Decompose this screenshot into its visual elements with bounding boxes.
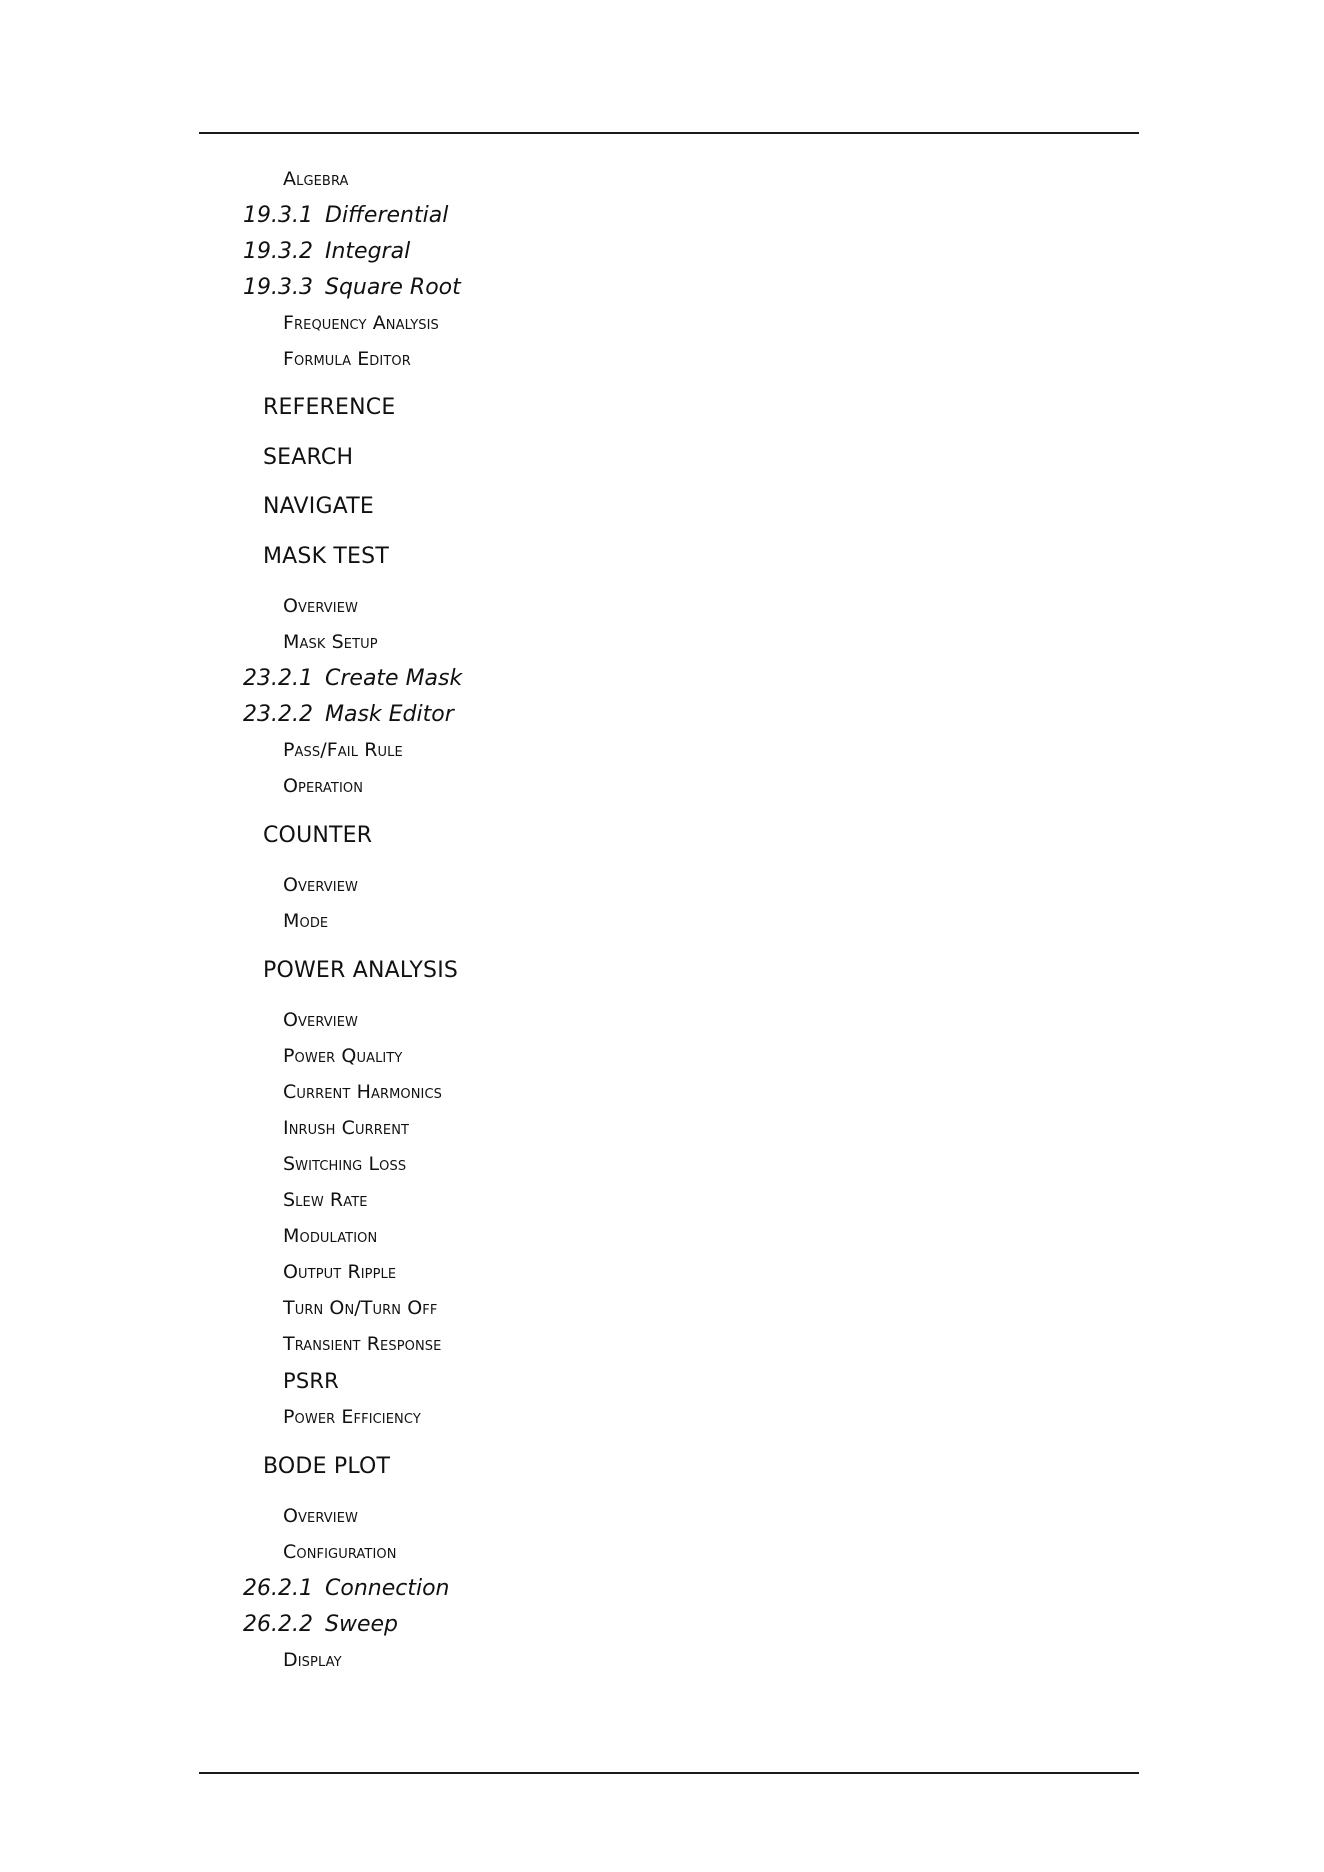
toc-entry[interactable] [283,1335,441,1354]
toc-entry-label: PSRR [283,1369,339,1393]
toc-entry-label: Pass/Fail Rule [283,739,403,761]
toc-entry[interactable] [283,1543,397,1562]
toc-entry[interactable] [283,314,439,333]
toc-entry[interactable] [283,1227,377,1246]
toc-entry[interactable] [243,1614,398,1636]
toc-chapter[interactable] [263,825,372,847]
toc-entry-label: Power Quality [283,1045,403,1067]
toc-entry[interactable] [283,876,358,895]
toc-entry[interactable] [283,1507,358,1526]
toc-entry[interactable] [283,350,411,369]
toc-entry-number: 19.3.2 [243,239,313,264]
toc-entry-number: 26.2.2 [243,1612,313,1637]
toc-entry-label: Display [283,1649,342,1671]
toc-chapter[interactable] [263,447,353,469]
toc-entry-label: Configuration [283,1541,397,1563]
toc-entry-label: Inrush Current [283,1117,410,1139]
toc-entry-label: Slew Rate [283,1189,368,1211]
toc-entry[interactable] [283,1299,437,1318]
toc-chapter-label: SEARCH [263,445,354,470]
toc-entry[interactable] [283,1263,396,1282]
toc-entry-label: Overview [283,1009,358,1031]
toc-entry-number: 26.2.1 [243,1576,313,1601]
toc-entry-label: Mask Editor [325,702,454,727]
toc-entry-number: 23.2.2 [243,702,313,727]
toc-entry-label: Transient Response [283,1333,442,1355]
toc-entry[interactable] [243,277,461,299]
toc-entry-label: Frequency Analysis [283,312,439,334]
toc-chapter[interactable] [263,496,374,518]
toc-entry[interactable] [283,1191,368,1210]
toc-chapter-label: BODE PLOT [263,1454,391,1479]
toc-entry-label: Switching Loss [283,1153,407,1175]
toc-entry[interactable] [283,741,403,760]
toc-entry-label: Algebra [283,168,349,190]
toc-entry[interactable] [283,1408,421,1427]
toc-entry[interactable] [283,912,328,931]
toc-entry-number: 19.3.1 [243,203,313,228]
toc-entry-label: Turn On/Turn Off [283,1297,438,1319]
toc-chapter[interactable] [263,397,395,419]
toc-entry[interactable] [283,777,363,796]
toc-chapter-label: REFERENCE [263,395,396,420]
toc-entry-label: Operation [283,775,364,797]
toc-entry-label: Output Ripple [283,1261,397,1283]
toc-entry-label: Mode [283,910,329,932]
toc-entry[interactable] [243,1578,449,1600]
toc-chapter-label: MASK TEST [263,544,389,569]
toc-entry[interactable] [283,1371,339,1392]
toc-entry-label: Power Efficiency [283,1406,421,1428]
toc-entry[interactable] [243,668,462,690]
toc-entry-label: Connection [325,1576,450,1601]
toc-entry[interactable] [283,1083,442,1102]
toc-chapter-label: COUNTER [263,823,373,848]
toc-entry-label: Integral [325,239,411,264]
toc-entry[interactable] [243,205,448,227]
toc-entry[interactable] [283,1119,409,1138]
toc-entry-number: 23.2.1 [243,666,313,691]
toc-entry-label: Create Mask [325,666,463,691]
toc-entry-label: Sweep [325,1612,398,1637]
toc-entry-label: Overview [283,874,358,896]
toc-entry-label: Mask Setup [283,631,378,653]
toc-entry[interactable] [243,704,454,726]
toc-entry[interactable] [283,1155,406,1174]
toc-entry[interactable] [283,597,358,616]
toc-entry-number: 19.3.3 [243,275,313,300]
toc-entry-label: Differential [325,203,449,228]
toc-entry-label: Overview [283,1505,358,1527]
toc-entry[interactable] [243,241,410,263]
toc-entry-label: Overview [283,595,358,617]
toc-chapter[interactable] [263,1456,390,1478]
toc-entry[interactable] [283,1011,358,1030]
toc-chapter-label: NAVIGATE [263,494,374,519]
toc-entry[interactable] [283,633,378,652]
toc-chapter[interactable] [263,546,389,568]
toc-entry-label: Square Root [325,275,461,300]
toc-chapter-label: POWER ANALYSIS [263,958,459,983]
toc-entry[interactable] [283,1047,402,1066]
toc-entry-label: Current Harmonics [283,1081,443,1103]
toc-entry[interactable] [283,170,349,189]
toc-entry-label: Modulation [283,1225,378,1247]
toc-entry-label: Formula Editor [283,348,411,370]
toc-entry[interactable] [283,1651,342,1670]
toc-chapter[interactable] [263,960,458,982]
footer-rule [199,1772,1139,1774]
